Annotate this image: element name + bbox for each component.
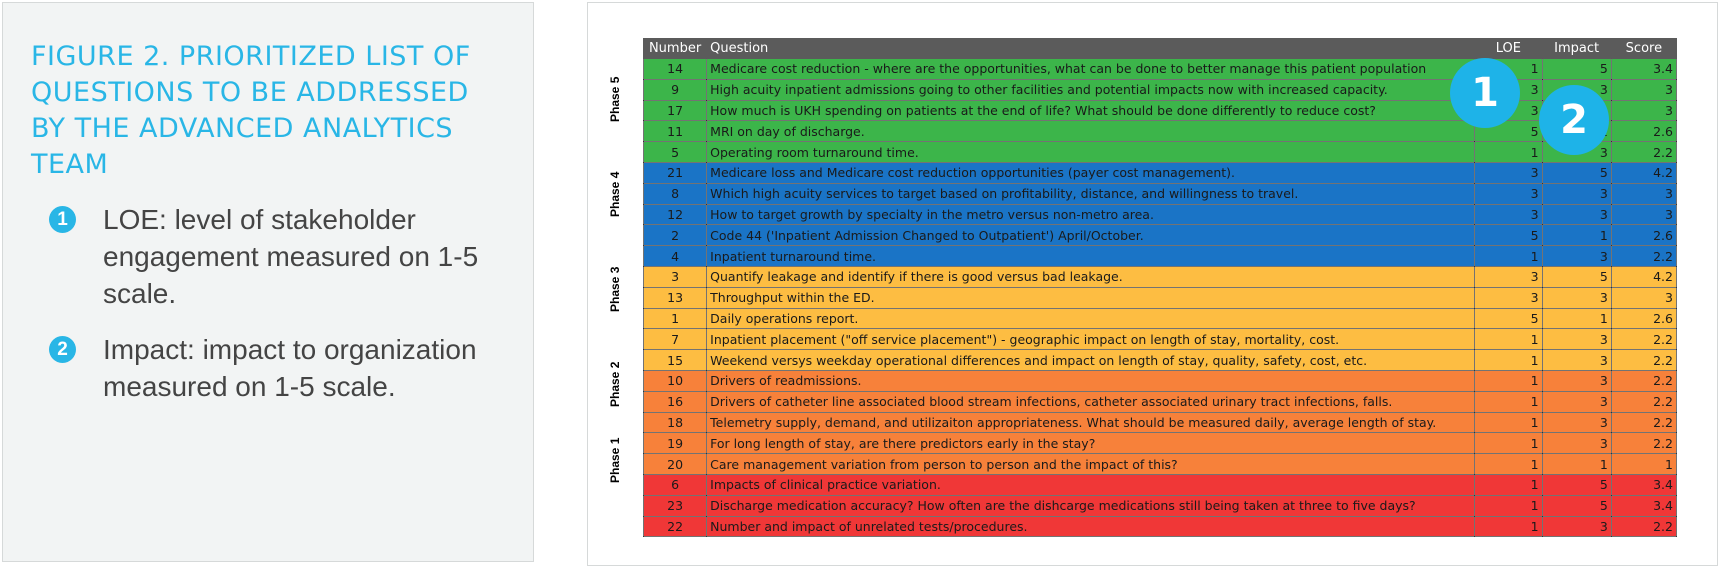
- cell-impact: 3: [1542, 412, 1611, 433]
- cell-impact: 3: [1542, 370, 1611, 391]
- table-row: [644, 391, 1677, 412]
- cell-number: 1: [644, 308, 707, 329]
- cell-score: 2.6: [1611, 121, 1676, 142]
- cell-loe: 1: [1475, 59, 1542, 80]
- cell-number: 19: [644, 433, 707, 454]
- cell-loe: 3: [1475, 266, 1542, 287]
- cell-question: Quantify leakage and identify if there is good versus bad leakage.: [707, 266, 1475, 287]
- cell-question: Drivers of readmissions.: [707, 370, 1475, 391]
- table-row: [644, 350, 1677, 371]
- phase-label: Phase 3: [608, 266, 622, 312]
- cell-loe: 1: [1475, 391, 1542, 412]
- cell-question: Which high acuity services to target based on profitability, distance, and willingness to travel.: [707, 183, 1475, 204]
- cell-score: 3.4: [1611, 474, 1676, 495]
- cell-impact: 3: [1542, 516, 1611, 537]
- cell-number: 3: [644, 266, 707, 287]
- phase-label: Phase 1: [608, 437, 622, 483]
- table-row: [644, 266, 1677, 287]
- cell-impact: 1: [1542, 454, 1611, 475]
- table-row: [644, 246, 1677, 267]
- cell-loe: 3: [1475, 100, 1542, 121]
- cell-number: 21: [644, 162, 707, 183]
- cell-question: Inpatient turnaround time.: [707, 246, 1475, 267]
- table-row: [644, 454, 1677, 475]
- cell-impact: 3: [1542, 142, 1611, 163]
- table-row: [644, 162, 1677, 183]
- cell-loe: 1: [1475, 142, 1542, 163]
- cell-score: 3.4: [1611, 59, 1676, 80]
- phase-labels: [600, 59, 630, 539]
- cell-number: 18: [644, 412, 707, 433]
- phase-label: Phase 4: [608, 171, 622, 217]
- cell-question: Telemetry supply, demand, and utilizaiton appropriateness. What should be measured daily, average length of stay.: [707, 412, 1475, 433]
- cell-question: Medicare cost reduction - where are the opportunities, what can be done to better manage this patient population: [707, 59, 1475, 80]
- cell-score: 2.2: [1611, 142, 1676, 163]
- header-score: Score: [1611, 39, 1676, 59]
- cell-loe: 5: [1475, 308, 1542, 329]
- cell-number: 2: [644, 225, 707, 246]
- cell-score: 3: [1611, 287, 1676, 308]
- cell-impact: 3: [1542, 246, 1611, 267]
- cell-loe: 1: [1475, 329, 1542, 350]
- cell-loe: 5: [1475, 121, 1542, 142]
- cell-question: Medicare loss and Medicare cost reduction opportunities (payer cost management).: [707, 162, 1475, 183]
- header-impact: Impact: [1542, 39, 1611, 59]
- cell-score: 2.2: [1611, 246, 1676, 267]
- figure-title: FIGURE 2. PRIORITIZED LIST OF QUESTIONS TO BE ADDRESSED BY THE ADVANCED ANALYTICS TEAM: [31, 41, 471, 180]
- cell-impact: 3: [1542, 350, 1611, 371]
- cell-number: 12: [644, 204, 707, 225]
- cell-number: 7: [644, 329, 707, 350]
- cell-impact: 3: [1542, 183, 1611, 204]
- table-row: [644, 308, 1677, 329]
- cell-question: Drivers of catheter line associated blood stream infections, catheter associated urinary tract infections, falls.: [707, 391, 1475, 412]
- cell-number: 6: [644, 474, 707, 495]
- cell-impact: 3: [1542, 329, 1611, 350]
- cell-number: 23: [644, 495, 707, 516]
- cell-number: 4: [644, 246, 707, 267]
- cell-loe: 3: [1475, 204, 1542, 225]
- cell-question: Impacts of clinical practice variation.: [707, 474, 1475, 495]
- questions-table: [643, 38, 1677, 537]
- cell-loe: 1: [1475, 474, 1542, 495]
- cell-question: Discharge medication accuracy? How often are the dishcarge medications still being taken at three to five days?: [707, 495, 1475, 516]
- cell-number: 20: [644, 454, 707, 475]
- table-row: [644, 287, 1677, 308]
- callout-badge-2: 2: [1539, 85, 1609, 155]
- header-loe: LOE: [1475, 39, 1542, 59]
- cell-number: 14: [644, 59, 707, 80]
- cell-loe: 1: [1475, 433, 1542, 454]
- cell-loe: 3: [1475, 287, 1542, 308]
- cell-question: Operating room turnaround time.: [707, 142, 1475, 163]
- cell-loe: 1: [1475, 246, 1542, 267]
- cell-score: 3.4: [1611, 495, 1676, 516]
- cell-number: 16: [644, 391, 707, 412]
- table-row: [644, 183, 1677, 204]
- cell-impact: 1: [1542, 308, 1611, 329]
- cell-question: Throughput within the ED.: [707, 287, 1475, 308]
- cell-score: 4.2: [1611, 266, 1676, 287]
- phase-label: Phase 5: [608, 76, 622, 122]
- cell-score: 2.2: [1611, 516, 1676, 537]
- cell-score: 1: [1611, 454, 1676, 475]
- table-row: [644, 142, 1677, 163]
- cell-number: 17: [644, 100, 707, 121]
- cell-impact: 5: [1542, 495, 1611, 516]
- cell-number: 10: [644, 370, 707, 391]
- cell-impact: 3: [1542, 287, 1611, 308]
- cell-question: How to target growth by specialty in the metro versus non-metro area.: [707, 204, 1475, 225]
- cell-number: 9: [644, 79, 707, 100]
- table-body: [644, 59, 1677, 537]
- cell-number: 8: [644, 183, 707, 204]
- cell-question: High acuity inpatient admissions going to other facilities and potential impacts now with increased capacity.: [707, 79, 1475, 100]
- cell-score: 2.2: [1611, 350, 1676, 371]
- cell-impact: 3: [1542, 79, 1611, 100]
- legend-text-loe: LOE: level of stakeholder engagement measured on 1-5 scale.: [103, 204, 479, 309]
- cell-number: 11: [644, 121, 707, 142]
- cell-question: How much is UKH spending on patients at the end of life? What should be done differently to reduce cost?: [707, 100, 1475, 121]
- cell-impact: 5: [1542, 162, 1611, 183]
- cell-loe: 3: [1475, 162, 1542, 183]
- cell-score: 3: [1611, 204, 1676, 225]
- cell-question: Code 44 ('Inpatient Admission Changed to Outpatient') April/October.: [707, 225, 1475, 246]
- cell-score: 3: [1611, 100, 1676, 121]
- table-row: [644, 100, 1677, 121]
- cell-score: 2.2: [1611, 370, 1676, 391]
- table-row: [644, 59, 1677, 80]
- cell-score: 3: [1611, 79, 1676, 100]
- cell-impact: 3: [1542, 433, 1611, 454]
- cell-question: Number and impact of unrelated tests/procedures.: [707, 516, 1475, 537]
- cell-loe: 3: [1475, 79, 1542, 100]
- cell-question: Weekend versys weekday operational differences and impact on length of stay, quality, safety, cost, etc.: [707, 350, 1475, 371]
- table-row: [644, 79, 1677, 100]
- cell-impact: 3: [1542, 204, 1611, 225]
- legend-text-impact: Impact: impact to organization measured on 1-5 scale.: [103, 334, 477, 402]
- table-row: [644, 370, 1677, 391]
- cell-score: 2.2: [1611, 329, 1676, 350]
- cell-loe: 1: [1475, 370, 1542, 391]
- cell-number: 15: [644, 350, 707, 371]
- cell-question: Daily operations report.: [707, 308, 1475, 329]
- cell-score: 2.6: [1611, 308, 1676, 329]
- cell-impact: 3: [1542, 391, 1611, 412]
- table-row: [644, 474, 1677, 495]
- cell-impact: 5: [1542, 474, 1611, 495]
- cell-loe: 1: [1475, 454, 1542, 475]
- cell-number: 22: [644, 516, 707, 537]
- table-row: [644, 433, 1677, 454]
- cell-loe: 1: [1475, 350, 1542, 371]
- cell-score: 2.2: [1611, 412, 1676, 433]
- cell-loe: 1: [1475, 412, 1542, 433]
- table-row: [644, 225, 1677, 246]
- table-header-row: [644, 39, 1677, 59]
- table-row: [644, 412, 1677, 433]
- cell-question: MRI on day of discharge.: [707, 121, 1475, 142]
- cell-impact: 5: [1542, 59, 1611, 80]
- cell-loe: 3: [1475, 183, 1542, 204]
- cell-score: 4.2: [1611, 162, 1676, 183]
- table-row: [644, 516, 1677, 537]
- cell-question: Inpatient placement ("off service placement") - geographic impact on length of stay, mortality, cost.: [707, 329, 1475, 350]
- figure-caption-panel: [2, 2, 534, 562]
- cell-score: 2.2: [1611, 433, 1676, 454]
- phase-label: Phase 2: [608, 361, 622, 407]
- legend-number-2: 2: [49, 336, 76, 363]
- legend-number-1: 1: [49, 206, 76, 233]
- cell-loe: 1: [1475, 516, 1542, 537]
- cell-question: For long length of stay, are there predictors early in the stay?: [707, 433, 1475, 454]
- cell-loe: 1: [1475, 495, 1542, 516]
- cell-impact: 5: [1542, 266, 1611, 287]
- cell-number: 13: [644, 287, 707, 308]
- cell-number: 5: [644, 142, 707, 163]
- table-row: [644, 121, 1677, 142]
- cell-impact: 1: [1542, 225, 1611, 246]
- table-row: [644, 329, 1677, 350]
- cell-score: 2.2: [1611, 391, 1676, 412]
- cell-loe: 5: [1475, 225, 1542, 246]
- table-row: [644, 495, 1677, 516]
- header-number: Number: [644, 39, 707, 59]
- cell-score: 3: [1611, 183, 1676, 204]
- cell-question: Care management variation from person to person and the impact of this?: [707, 454, 1475, 475]
- header-question: Question: [707, 39, 1475, 59]
- callout-badge-1: 1: [1450, 58, 1520, 128]
- cell-score: 2.6: [1611, 225, 1676, 246]
- table-row: [644, 204, 1677, 225]
